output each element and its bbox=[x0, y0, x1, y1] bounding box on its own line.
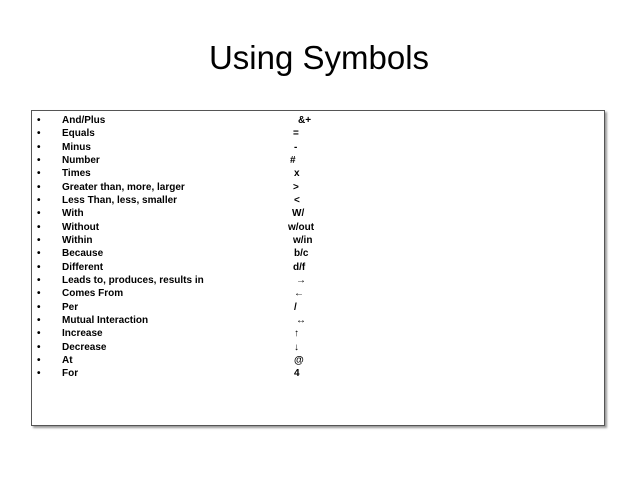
list-item-symbol: < bbox=[294, 194, 300, 206]
list-item bbox=[32, 301, 604, 314]
bullet: • bbox=[37, 115, 41, 126]
bullet: • bbox=[37, 208, 41, 220]
bullet: • bbox=[37, 368, 41, 380]
list-item bbox=[32, 141, 604, 154]
bullet: • bbox=[37, 248, 41, 260]
list-item bbox=[32, 207, 604, 220]
list-item-symbol: b/c bbox=[294, 248, 309, 260]
bullet: • bbox=[37, 314, 41, 326]
list-item-term: For bbox=[62, 368, 79, 380]
bullet: • bbox=[37, 181, 41, 193]
list-item-symbol: x bbox=[294, 168, 300, 180]
list-item-term: Minus bbox=[62, 141, 91, 153]
list-item bbox=[32, 181, 604, 194]
list-item-term: Within bbox=[62, 234, 93, 246]
list-item-symbol: # bbox=[290, 154, 296, 166]
list-item-term: Times bbox=[62, 168, 91, 180]
content-box bbox=[31, 110, 605, 426]
list-item-symbol: ↓ bbox=[294, 341, 299, 353]
list-item bbox=[32, 247, 604, 260]
bullet: • bbox=[37, 154, 41, 166]
list-item-term: With bbox=[62, 208, 84, 220]
list-item bbox=[32, 221, 604, 234]
bullet: • bbox=[37, 261, 41, 273]
list-item-term: Decrease bbox=[62, 341, 107, 353]
list-item bbox=[32, 287, 604, 300]
bullet: • bbox=[37, 341, 41, 353]
list-item-term: Equals bbox=[62, 128, 95, 140]
bullet: • bbox=[37, 194, 41, 206]
list-item bbox=[32, 261, 604, 274]
list-item bbox=[32, 167, 604, 180]
list-item-term: Per bbox=[62, 301, 79, 313]
list-item-symbol: ↑ bbox=[294, 328, 299, 340]
list-item-term: Different bbox=[62, 261, 104, 273]
list-item-symbol: w/in bbox=[293, 234, 313, 246]
slide-title: Using Symbols bbox=[208, 39, 430, 76]
list-item-symbol: 4 bbox=[294, 368, 300, 380]
list-item bbox=[32, 127, 604, 140]
bullet: • bbox=[37, 128, 41, 140]
list-item bbox=[32, 274, 604, 287]
list-item-symbol: - bbox=[294, 141, 298, 153]
list-item bbox=[32, 314, 604, 327]
symbol-list bbox=[32, 114, 604, 381]
list-item-symbol: d/f bbox=[293, 261, 306, 273]
list-item-symbol: ↔ bbox=[296, 314, 306, 326]
list-item-term: Increase bbox=[62, 328, 103, 340]
list-item-term: Number bbox=[62, 154, 100, 166]
list-item-symbol: @ bbox=[294, 354, 304, 366]
bullet: • bbox=[37, 328, 41, 340]
list-item-term: Because bbox=[62, 248, 104, 260]
bullet: • bbox=[37, 221, 41, 233]
list-item bbox=[32, 327, 604, 340]
list-item-term: Less Than, less, smaller bbox=[62, 194, 178, 206]
bullet: • bbox=[37, 234, 41, 246]
list-item bbox=[32, 354, 604, 367]
list-item-term: Mutual Interaction bbox=[62, 314, 149, 326]
list-item-term: Greater than, more, larger bbox=[62, 181, 185, 193]
list-item bbox=[32, 194, 604, 207]
list-item-symbol: &+ bbox=[298, 115, 312, 126]
list-item-term: Comes From bbox=[62, 288, 124, 300]
list-item bbox=[32, 341, 604, 354]
bullet: • bbox=[37, 354, 41, 366]
list-item-symbol: / bbox=[294, 301, 297, 313]
bullet: • bbox=[37, 288, 41, 300]
list-item-symbol: → bbox=[296, 274, 306, 286]
list-item-symbol: ← bbox=[294, 288, 304, 300]
list-item-term: At bbox=[62, 354, 73, 366]
list-item-symbol: > bbox=[293, 181, 299, 193]
list-item bbox=[32, 154, 604, 167]
bullet: • bbox=[37, 301, 41, 313]
bullet: • bbox=[37, 274, 41, 286]
list-item-symbol: = bbox=[293, 128, 299, 140]
list-item-symbol: w/out bbox=[288, 221, 315, 233]
list-item bbox=[32, 114, 604, 127]
list-item-term: Leads to, produces, results in bbox=[62, 274, 204, 286]
list-item-symbol: W/ bbox=[292, 208, 305, 220]
list-item bbox=[32, 367, 604, 380]
list-item bbox=[32, 234, 604, 247]
list-item-term: And/Plus bbox=[62, 115, 106, 126]
bullet: • bbox=[37, 168, 41, 180]
bullet: • bbox=[37, 141, 41, 153]
list-item-term: Without bbox=[62, 221, 100, 233]
